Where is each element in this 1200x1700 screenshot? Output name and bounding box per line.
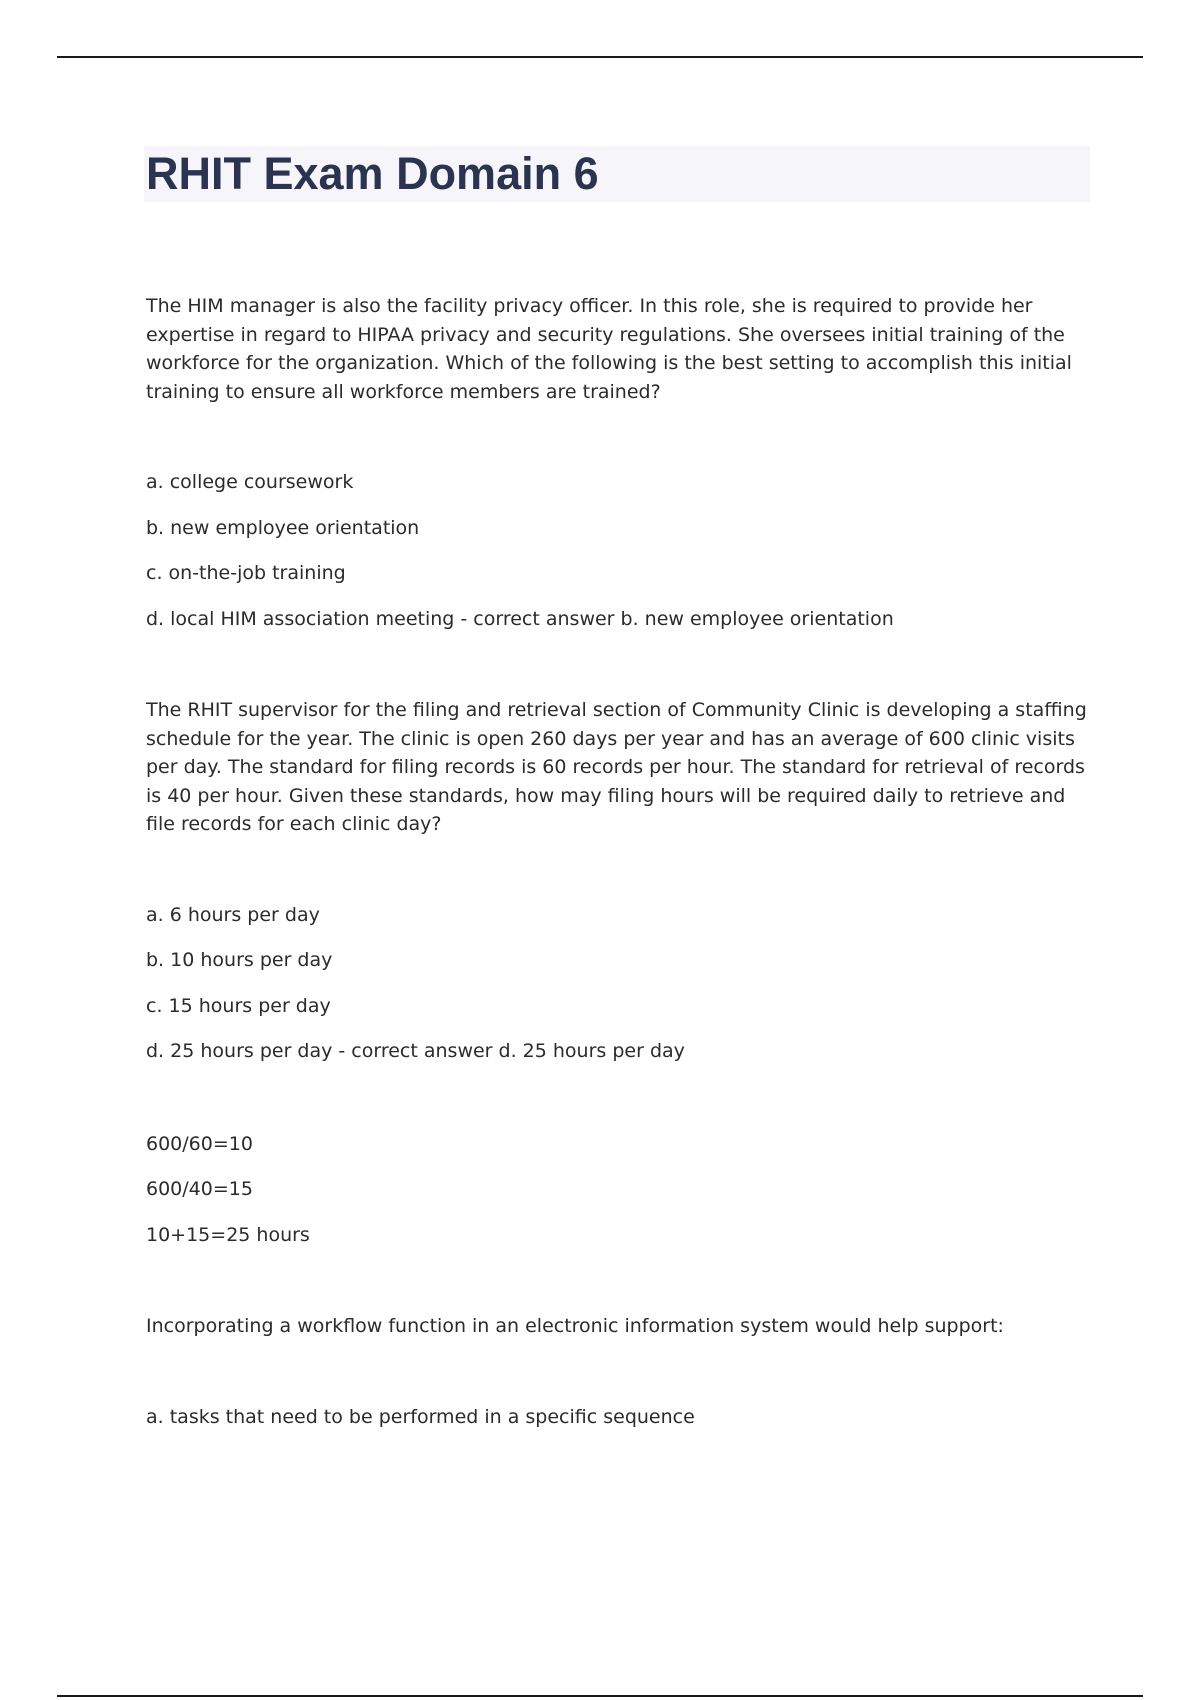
question-block-3 (146, 1312, 1091, 1448)
answer-option: a. 6 hours per day (146, 903, 320, 926)
document-title: RHIT Exam Domain 6 (146, 148, 599, 199)
bottom-rule (57, 1695, 1143, 1697)
answer-option: b. new employee orientation (146, 516, 420, 539)
calculation-line: 10+15=25 hours (146, 1223, 310, 1246)
question-block-2 (146, 696, 1091, 1266)
answer-option: b. 10 hours per day (146, 949, 333, 971)
answer-option: c. 15 hours per day (146, 994, 331, 1017)
answer-option: d. 25 hours per day - correct answer d. 25 hours per day (146, 1040, 685, 1062)
answer-options (146, 1403, 1091, 1449)
document-body (146, 292, 1091, 1448)
question-text: The HIM manager is also the facility privacy officer. In this role, she is required to provide her expertise in regard to HIPAA privacy and security regulations. She oversees initial training of the workforce for the organization. Which of the following is the best setting to accomplish this initial training to ensure all workforce members are trained? (146, 295, 1072, 403)
calculation-line: 600/40=15 (146, 1178, 253, 1200)
answer-option: a. college coursework (146, 471, 354, 493)
answer-option: c. on-the-job training (146, 562, 346, 584)
answer-options (146, 468, 1091, 650)
question-block-1 (146, 292, 1091, 650)
top-rule (57, 56, 1143, 58)
calculation-line: 600/60=10 (146, 1132, 253, 1155)
question-text: Incorporating a workflow function in an electronic information system would help support: (146, 1315, 1004, 1337)
answer-options (146, 901, 1091, 1083)
question-text: The RHIT supervisor for the filing and retrieval section of Community Clinic is developing a staffing schedule for the year. The clinic is open 260 days per year and has an average of 600 clinic visits per day. The standard for filing records is 60 records per hour. The standard for retrieval of records is 40 per hour. Given these standards, how may filing hours will be required daily to retrieve and file records for each clinic day? (146, 699, 1087, 835)
calculation-steps (146, 1130, 1091, 1267)
answer-option: a. tasks that need to be performed in a specific sequence (146, 1405, 695, 1428)
answer-option: d. local HIM association meeting - correct answer b. new employee orientation (146, 607, 894, 630)
